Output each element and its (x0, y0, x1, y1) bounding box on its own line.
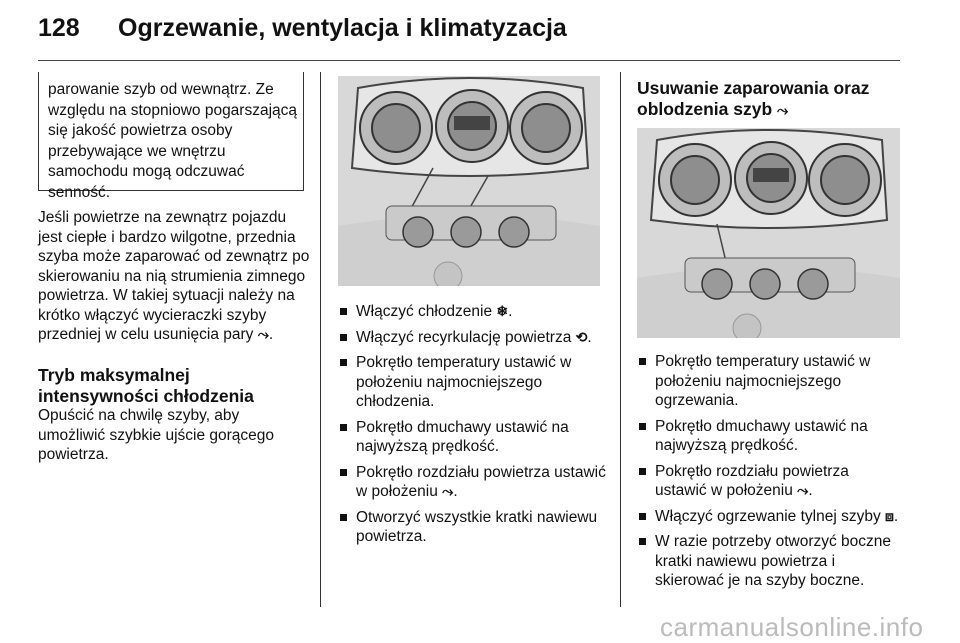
rear-window-heating-icon: ⧈ (885, 507, 894, 524)
list-item: Włączyć chłodzenie ❄. (338, 302, 610, 322)
page-number: 128 (38, 14, 80, 42)
warning-text: parowanie szyb od wewnątrz. Ze względu na stopniowo pogarszającą się jakość powietrza osoby przebywające we wnętrzu samochodu mogą odczuwać senność. (48, 81, 298, 201)
air-distribution-icon: ⤳ (797, 482, 809, 498)
defrost-heading (637, 78, 899, 121)
air-recirculation-icon: ⟲ (575, 328, 588, 345)
list-item: Otworzyć wszystkie kratki nawiewu powietrza. (338, 508, 610, 547)
climate-control-figure-defrost (637, 128, 900, 338)
list-item: Pokrętło dmuchawy ustawić na najwyższą prędkość. (637, 417, 903, 456)
bullet-icon (340, 359, 347, 366)
page-title: Ogrzewanie, wentylacja i klimatyzacja (118, 14, 567, 42)
column-divider-left (320, 72, 321, 607)
bullet-icon (639, 358, 646, 365)
max-cooling-paragraph: Opuścić na chwilę szyby, aby umożliwić szybkie ujście gorącego powietrza. (38, 407, 275, 463)
humidity-paragraph-text: Jeśli powietrze na zewnątrz pojazdu jest ciepłe i bardzo wilgotne, przednia szyba może zaparować od zewnątrz po skierowaniu na nią strumienia zimnego powietrza. W takiej sytuacji należy na krótko włączyć wycieraczki szyby przedniej w celu usunięcia pary (38, 209, 310, 343)
defrost-heading-text: Usuwanie zaparowania oraz oblodzenia szyb (637, 78, 870, 119)
ac-cooling-icon: ❄ (496, 303, 509, 319)
bullet-icon (340, 334, 347, 341)
climate-panel-illustration (338, 76, 600, 286)
list-item: Pokrętło temperatury ustawić w położeniu najmocniejszego chłodzenia. (338, 353, 610, 412)
list-item: W razie potrzeby otworzyć boczne kratki nawiewu powietrza i skierować je na szyby boczne. (637, 532, 903, 591)
list-item: Włączyć ogrzewanie tylnej szyby ⧈. (637, 507, 903, 527)
climate-control-figure-cooling (338, 76, 600, 286)
list-item: Pokrętło temperatury ustawić w położeniu najmocniejszego ogrzewania. (637, 352, 903, 411)
bullet-icon (340, 424, 347, 431)
bullet-icon (340, 308, 347, 315)
header-rule (38, 60, 900, 61)
max-cooling-heading: Tryb maksymalnej intensywności chłodzenia (38, 365, 254, 406)
air-distribution-icon: ⤳ (442, 483, 454, 499)
humidity-paragraph (38, 208, 310, 345)
bullet-icon (340, 514, 347, 521)
column-divider-right (620, 72, 621, 607)
climate-panel-illustration (637, 128, 900, 338)
bullet-icon (639, 538, 646, 545)
list-item: Włączyć recyrkulację powietrza ⟲. (338, 328, 610, 348)
windscreen-defrost-icon: ⤳ (777, 102, 789, 118)
bullet-icon (639, 468, 646, 475)
humidity-paragraph-end: . (268, 326, 274, 343)
bullet-icon (340, 469, 347, 476)
watermark: carmanualsonline.info (660, 612, 924, 642)
windscreen-wiper-icon: ⤳ (257, 326, 269, 342)
list-item: Pokrętło rozdziału powietrza ustawić w położeniu ⤳. (338, 463, 610, 502)
bullet-icon (639, 423, 646, 430)
defrost-steps-list (637, 352, 903, 597)
cooling-steps-list (338, 302, 610, 553)
list-item: Pokrętło rozdziału powietrza ustawić w położeniu ⤳. (637, 462, 903, 501)
list-item: Pokrętło dmuchawy ustawić na najwyższą prędkość. (338, 418, 610, 457)
bullet-icon (639, 513, 646, 520)
